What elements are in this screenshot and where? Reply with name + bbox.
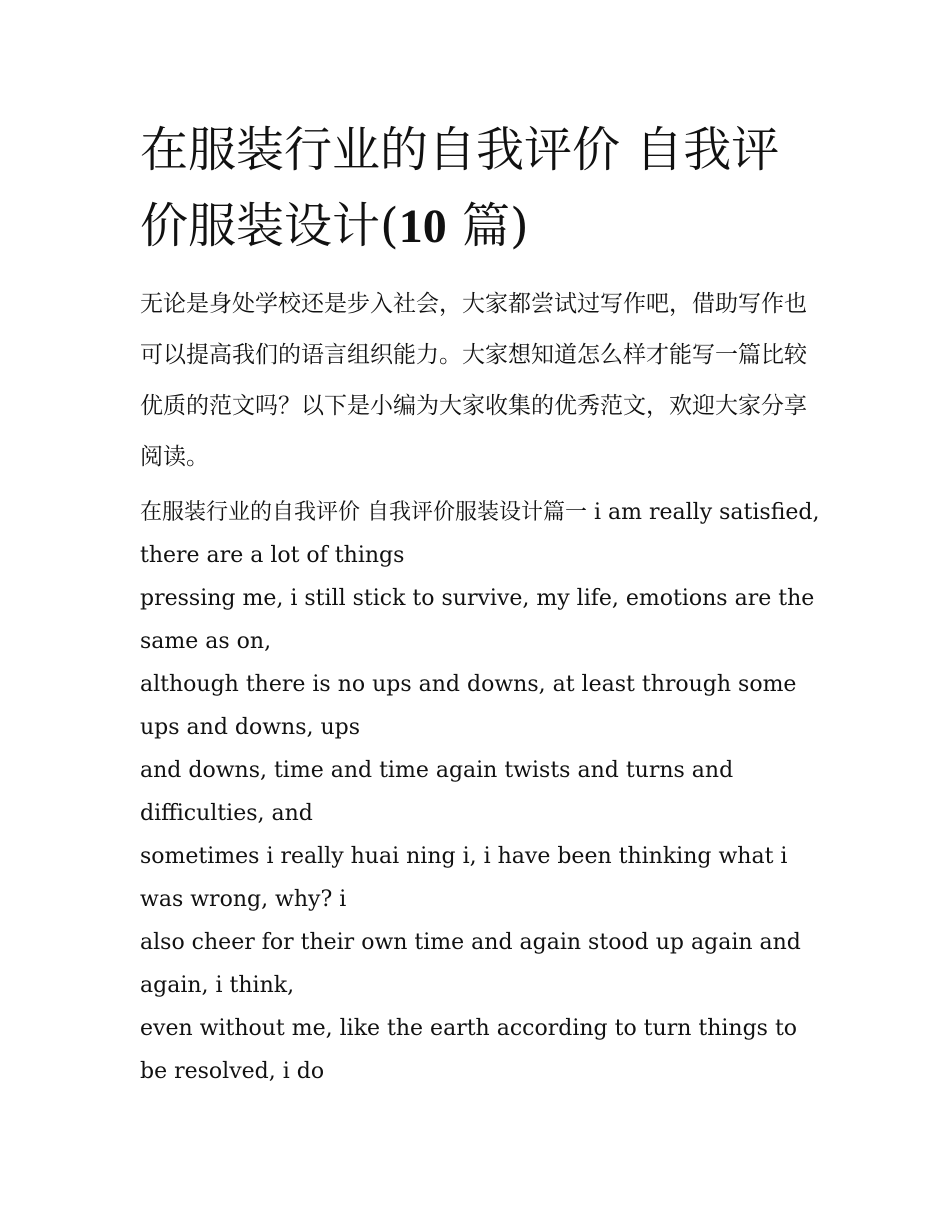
intro-paragraph: 无论是身处学校还是步入社会，大家都尝试过写作吧，借助写作也可以提高我们的语言组织能力。大家想知道怎么样才能写一篇比较优质的范文吗？以下是小编为大家收集的优秀范文，欢迎大家分享阅读。 xyxy=(140,291,807,470)
document-title xyxy=(140,112,820,265)
document-page xyxy=(140,112,820,1093)
body-line: and downs, time and time again twists and turns and difficulties, and xyxy=(140,758,734,826)
body-line: also cheer for their own time and again stood up again and again, i think, xyxy=(140,930,801,998)
body-text xyxy=(140,491,820,1093)
body-line: although there is no ups and downs, at least through some ups and downs, ups xyxy=(140,672,797,740)
title-count: 10 xyxy=(398,200,447,253)
body-line: 在服装行业的自我评价 自我评价服装设计篇一 i am really satisfied, there are a lot of things xyxy=(140,500,820,568)
body-line: sometimes i really huai ning i, i have been thinking what i was wrong, why? i xyxy=(140,844,788,912)
body-line: pressing me, i still stick to survive, my life, emotions are the same as on, xyxy=(140,586,815,654)
title-text-part2: 篇) xyxy=(446,198,529,254)
body-line: even without me, like the earth according to turn things to be resolved, i do xyxy=(140,1016,798,1084)
title-text-part1: 在服装行业的自我评价 自我评价服装设计( xyxy=(140,122,780,254)
